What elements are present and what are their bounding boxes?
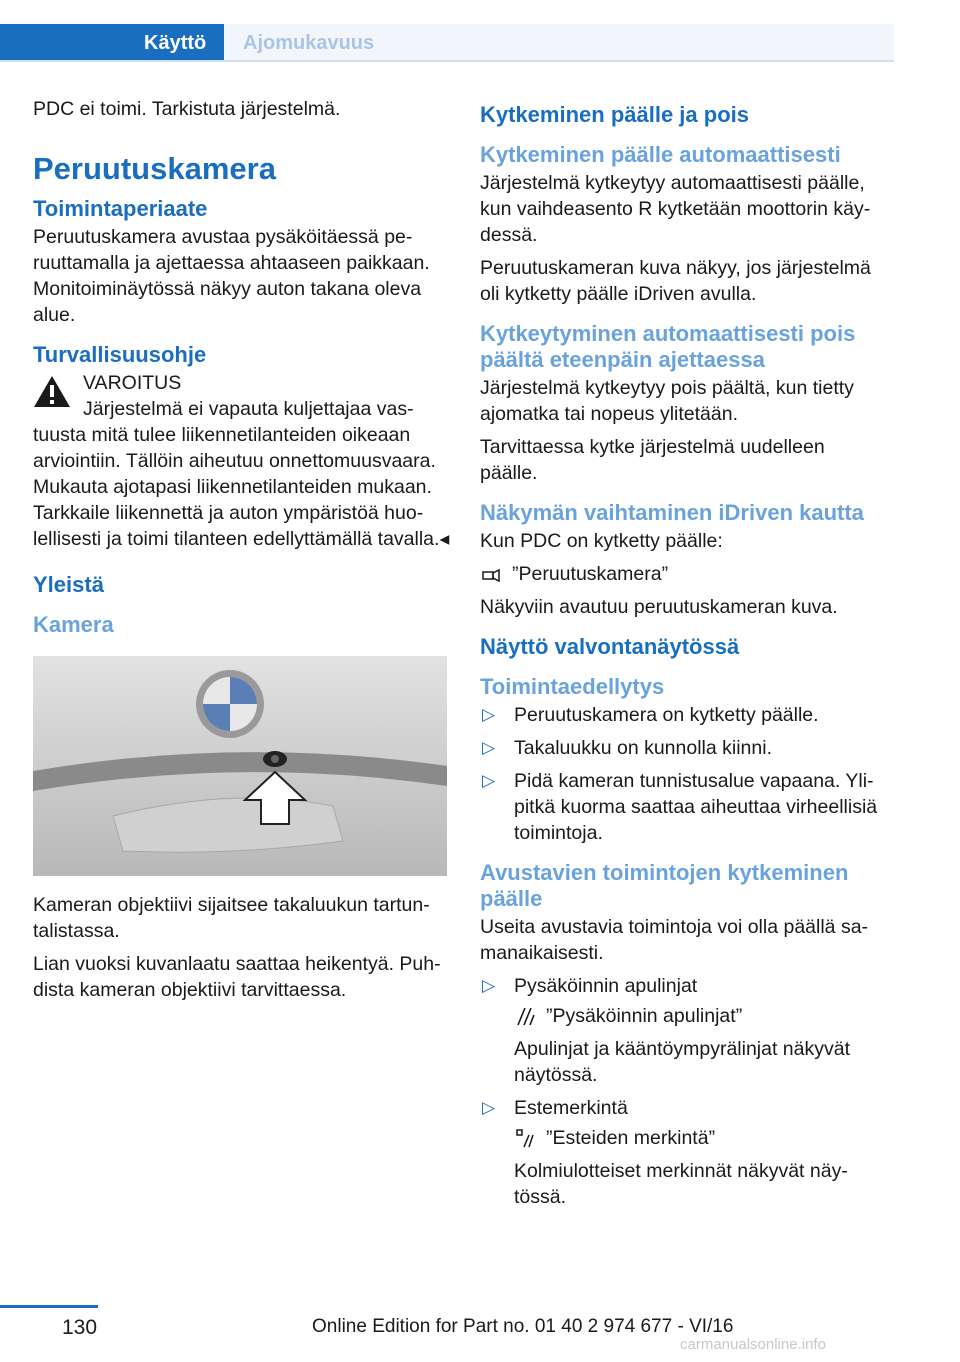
camera-heading: Kamera — [33, 612, 114, 637]
page-header — [0, 0, 960, 62]
principle-text: Peruutuskamera avustaa pysäköitäessä peruuttamalla ja ajettaessa ahtaaseen paikkaan. Monitoiminäytössä näkyy auton takana oleva alue. — [33, 226, 430, 326]
auto-on-text-1: Järjestelmä kytkeytyy automaattisesti päälle, kun vaihdeasento R kytketään moottorin käydessä. — [480, 172, 871, 246]
warning-label: VAROITUS — [83, 372, 182, 394]
camera-location-text: Kameran objektiivi sijaitsee takaluukun tartuntalistassa. — [33, 894, 430, 942]
assist-item-menu: ”Pysäköinnin apulinjat” — [546, 1005, 743, 1027]
assist-item-title: Pysäköinnin apulinjat — [514, 975, 698, 997]
auto-off-heading: Kytkeytyminen automaattisesti pois päältä eteenpäin ajettaessa — [480, 321, 856, 372]
tailgate-illustration — [33, 656, 447, 876]
bullet-triangle-icon: ▷ — [482, 738, 496, 757]
rear-camera-icon — [480, 563, 502, 585]
auto-off-text-1: Järjestelmä kytkeytyy pois päältä, kun tietty ajomatka tai nopeus ylitetään. — [480, 377, 854, 425]
tab-kaytto[interactable]: Käyttö — [0, 24, 224, 62]
warning-triangle-icon — [33, 374, 71, 408]
assist-item-menu-line — [514, 1003, 884, 1029]
requirements-heading: Toimintaedellytys — [480, 674, 665, 699]
assist-item-title: Estemerkintä — [514, 1097, 628, 1119]
page-number: 130 — [62, 1316, 98, 1339]
assist-heading: Avustavien toimintojen kytkeminen päälle — [480, 860, 849, 911]
footer-rule — [0, 1305, 98, 1308]
view-menu-label: ”Peruutuskamera” — [512, 563, 669, 585]
view-menu-line — [480, 561, 884, 587]
intro-text: PDC ei toimi. Tarkistuta järjestelmä. — [33, 98, 341, 120]
header-rule — [0, 60, 894, 62]
left-column — [33, 96, 451, 1010]
bullet-triangle-icon: ▷ — [482, 1098, 496, 1117]
parking-lines-icon — [514, 1005, 536, 1027]
view-text-1: Kun PDC on kytketty päälle: — [480, 530, 723, 552]
display-heading: Näyttö valvontanäytössä — [480, 634, 740, 659]
list-item: ▷ Takaluukku on kunnolla kiinni. — [482, 737, 772, 759]
auto-on-text-2: Peruutuskameran kuva näkyy, jos järjestelmä oli kytketty päälle iDriven avulla. — [480, 257, 871, 305]
assist-item-menu-line — [514, 1125, 884, 1151]
watermark: carmanualsonline.info — [680, 1336, 826, 1353]
obstacle-marking-icon — [514, 1127, 536, 1149]
safety-heading: Turvallisuusohje — [33, 342, 207, 367]
assist-text: Useita avustavia toimintoja voi olla päällä samanaikaisesti. — [480, 916, 869, 964]
auto-on-heading: Kytkeminen päälle automaattisesti — [480, 142, 841, 167]
principle-heading: Toimintaperiaate — [33, 196, 208, 221]
switch-heading: Kytkeminen päälle ja pois — [480, 102, 749, 127]
auto-off-text-2: Tarvittaessa kytke järjestelmä uudelleen päälle. — [480, 436, 825, 484]
bullet-triangle-icon: ▷ — [482, 976, 496, 995]
warning-block — [33, 370, 451, 422]
view-heading: Näkymän vaihtaminen iDriven kautta — [480, 500, 864, 525]
assist-item-desc: Kolmiulotteiset merkinnät näkyvät näytössä. — [514, 1160, 848, 1208]
tab-ajomukavuus[interactable]: Ajomukavuus — [224, 24, 894, 62]
assist-item-desc: Apulinjat ja kääntöympyrälinjat näkyvät näytössä. — [514, 1038, 851, 1086]
bullet-triangle-icon: ▷ — [482, 705, 496, 724]
warning-text: Järjestelmä ei vapauta kuljettajaa vastuusta mitä tulee liikennetilanteiden oikeaan arviointiin. Tällöin aiheutuu onnettomuusvaara. Mukauta ajotapasi liikennetilanteiden mukaan. Tarkkaile liikennettä ja auton ympäristöä huolellisesti ja toimi tilanteen edellyttämällä tavalla.◂ — [33, 398, 450, 550]
list-item: ▷ Peruutuskamera on kytketty päälle. — [482, 704, 819, 726]
list-item — [480, 973, 884, 1088]
list-item: ▷ Pidä kameran tunnistusalue vapaana. Ylipitkä kuorma saattaa aiheuttaa virheellisiä toimintoja. — [482, 770, 878, 844]
list-item — [480, 1095, 884, 1210]
camera-clean-text: Lian vuoksi kuvanlaatu saattaa heikentyä. Puhdista kameran objektiivi tarvittaessa. — [33, 953, 441, 1001]
page-title: Peruutuskamera — [33, 151, 276, 186]
right-column — [480, 96, 884, 1217]
bullet-triangle-icon: ▷ — [482, 771, 496, 790]
assist-item-menu: ”Esteiden merkintä” — [546, 1127, 716, 1149]
general-heading: Yleistä — [33, 572, 104, 597]
edition-text: Online Edition for Part no. 01 40 2 974 677 - VI/16 — [312, 1316, 734, 1337]
view-text-2: Näkyviin avautuu peruutuskameran kuva. — [480, 596, 838, 618]
camera-photo — [33, 656, 447, 876]
